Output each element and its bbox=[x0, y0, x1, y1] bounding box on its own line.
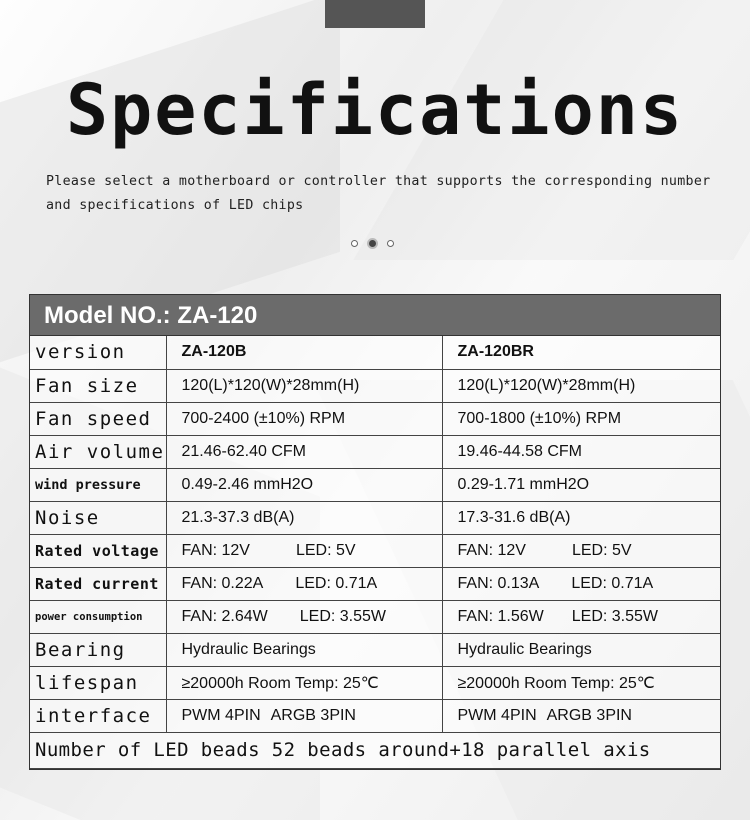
subtitle-line-2: and specifications of LED chips bbox=[46, 198, 304, 213]
row-air-volume bbox=[30, 435, 720, 468]
label-bearing: Bearing bbox=[30, 633, 166, 666]
interface-a-pwm: PWM 4PIN bbox=[181, 706, 261, 724]
bearing-a: Hydraulic Bearings bbox=[166, 633, 442, 666]
wind-pressure-b: 0.29-1.71 mmH2O bbox=[442, 468, 720, 501]
air-volume-b: 19.46-44.58 CFM bbox=[442, 435, 720, 468]
label-lifespan: lifespan bbox=[30, 666, 166, 699]
label-rated-voltage: Rated voltage bbox=[30, 534, 166, 567]
row-version bbox=[30, 336, 720, 369]
rated-voltage-b-led: LED: 5V bbox=[571, 541, 632, 559]
noise-a: 21.3-37.3 dB(A) bbox=[166, 501, 442, 534]
row-rated-current bbox=[30, 567, 720, 600]
label-rated-current: Rated current bbox=[30, 567, 166, 600]
fan-speed-a: 700-2400 (±10%) RPM bbox=[166, 402, 442, 435]
row-lifespan bbox=[30, 666, 720, 699]
label-air-volume: Air volume bbox=[30, 435, 166, 468]
carousel-dot-3[interactable] bbox=[387, 240, 394, 247]
rated-voltage-b-fan: FAN: 12V bbox=[457, 541, 526, 559]
interface-b-argb: ARGB 3PIN bbox=[546, 706, 632, 724]
noise-b: 17.3-31.6 dB(A) bbox=[442, 501, 720, 534]
carousel-indicator bbox=[351, 238, 394, 249]
rated-current-b-fan: FAN: 0.13A bbox=[457, 574, 540, 592]
power-consumption-a bbox=[166, 600, 442, 633]
wind-pressure-a: 0.49-2.46 mmH2O bbox=[166, 468, 442, 501]
rated-voltage-b bbox=[442, 534, 720, 567]
power-consumption-b bbox=[442, 600, 720, 633]
spec-grid bbox=[30, 336, 720, 769]
label-wind-pressure: wind pressure bbox=[30, 468, 166, 501]
power-consumption-b-fan: FAN: 1.56W bbox=[457, 607, 544, 625]
carousel-dot-2-active[interactable] bbox=[367, 238, 378, 249]
label-power-consumption: power consumption bbox=[30, 600, 166, 633]
power-consumption-a-led: LED: 3.55W bbox=[299, 607, 387, 625]
row-bearing bbox=[30, 633, 720, 666]
row-led-beads bbox=[30, 732, 720, 768]
rated-voltage-a-fan: FAN: 12V bbox=[181, 541, 250, 559]
label-version: version bbox=[30, 336, 166, 369]
row-noise bbox=[30, 501, 720, 534]
carousel-dot-1[interactable] bbox=[351, 240, 358, 247]
fan-size-b: 120(L)*120(W)*28mm(H) bbox=[442, 369, 720, 402]
rated-voltage-a-led: LED: 5V bbox=[295, 541, 356, 559]
rated-voltage-a bbox=[166, 534, 442, 567]
rated-current-a-fan: FAN: 0.22A bbox=[181, 574, 264, 592]
rated-current-a bbox=[166, 567, 442, 600]
fan-size-a: 120(L)*120(W)*28mm(H) bbox=[166, 369, 442, 402]
air-volume-a: 21.46-62.40 CFM bbox=[166, 435, 442, 468]
spec-table bbox=[29, 294, 721, 770]
version-a: ZA-120B bbox=[166, 336, 442, 369]
row-wind-pressure bbox=[30, 468, 720, 501]
row-interface bbox=[30, 699, 720, 732]
page-subtitle bbox=[46, 170, 736, 218]
label-fan-speed: Fan speed bbox=[30, 402, 166, 435]
interface-b bbox=[442, 699, 720, 732]
interface-a bbox=[166, 699, 442, 732]
led-beads-text: Number of LED beads 52 beads around+18 parallel axis bbox=[30, 732, 720, 768]
label-fan-size: Fan size bbox=[30, 369, 166, 402]
model-title: Model NO.: ZA-120 bbox=[30, 295, 720, 336]
rated-current-a-led: LED: 0.71A bbox=[295, 574, 378, 592]
rated-current-b-led: LED: 0.71A bbox=[571, 574, 654, 592]
row-rated-voltage bbox=[30, 534, 720, 567]
fan-speed-b: 700-1800 (±10%) RPM bbox=[442, 402, 720, 435]
lifespan-a: ≥20000h Room Temp: 25℃ bbox=[166, 666, 442, 699]
subtitle-line-1: Please select a motherboard or controller that supports the corresponding number bbox=[46, 174, 711, 189]
row-power-consumption bbox=[30, 600, 720, 633]
top-tab-decoration bbox=[325, 0, 425, 28]
label-noise: Noise bbox=[30, 501, 166, 534]
interface-a-argb: ARGB 3PIN bbox=[270, 706, 356, 724]
power-consumption-a-fan: FAN: 2.64W bbox=[181, 607, 268, 625]
row-fan-size bbox=[30, 369, 720, 402]
row-fan-speed bbox=[30, 402, 720, 435]
version-b: ZA-120BR bbox=[442, 336, 720, 369]
interface-b-pwm: PWM 4PIN bbox=[457, 706, 537, 724]
rated-current-b bbox=[442, 567, 720, 600]
lifespan-b: ≥20000h Room Temp: 25℃ bbox=[442, 666, 720, 699]
bearing-b: Hydraulic Bearings bbox=[442, 633, 720, 666]
page-title: Specifications bbox=[65, 69, 684, 151]
label-interface: interface bbox=[30, 699, 166, 732]
power-consumption-b-led: LED: 3.55W bbox=[571, 607, 659, 625]
